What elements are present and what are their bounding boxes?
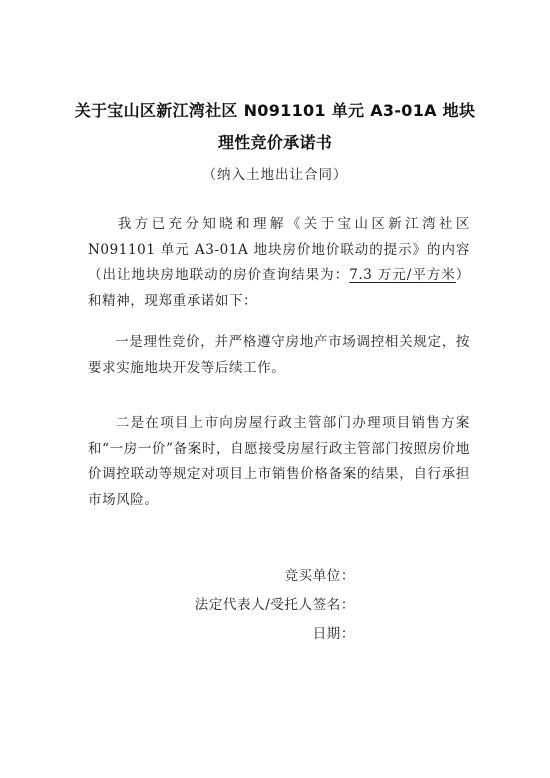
document-title-line-1: 关于宝山区新江湾社区 N091101 单元 A3-01A 地块 [74,101,476,120]
paragraph-commitment-two-text: 二是在项目上市向房屋行政主管部门办理项目销售方案和“一房一价”备案时，自愿接受房屋行政主管部门按照房价地价调控联动等规定对项目上市销售价格备案的结果，自行承担市场风险。 [88,415,470,508]
paragraph-acknowledgement [88,212,470,314]
paragraph-commitment-two [88,411,470,513]
paragraph-commitment-one-text: 一是理性竞价，并严格遵守房地产市场调控相关规定，按要求实施地块开发等后续工作。 [88,334,470,376]
date-label: 日期： [312,626,355,642]
paragraph-acknowledgement-text: 我方已充分知晓和理解《关于宝山区新江湾社区 N091101 单元 A3-01A 地块房价地价联动的提示》的内容（出让地块房地联动的房价查询结果为： [88,216,470,283]
representative-signature-label: 法定代表人/受托人签名： [194,597,355,613]
house-price-query-result: 7.3 万元/平方米 [349,267,456,283]
document-subtitle: （纳入土地出让合同） [202,167,348,183]
paragraph-commitment-one [88,330,470,381]
paragraph-acknowledgement-tail: ）和精神，现郑重承诺如下： [88,267,470,309]
document-title-line-2: 理性竞价承诺书 [217,133,333,152]
bidder-label: 竞买单位： [284,568,355,584]
